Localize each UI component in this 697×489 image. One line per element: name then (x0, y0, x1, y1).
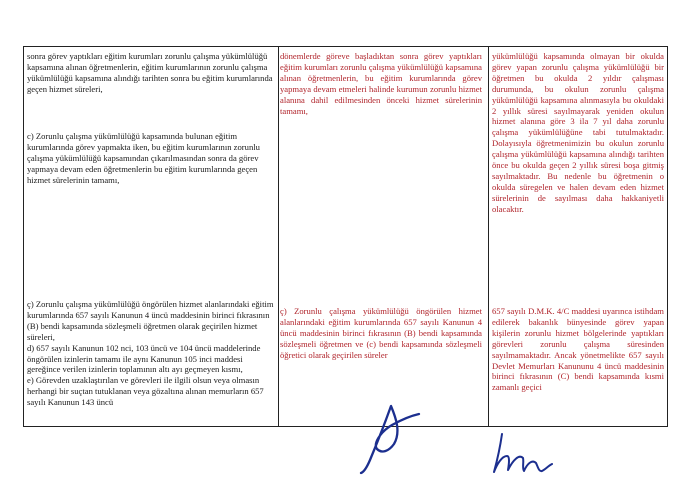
handwritten-signature (355, 400, 437, 480)
column-1-paragraph: c) Zorunlu çalışma yükümlülüğü kapsamında bulunan eğitim kurumlarında görev yapmakta iken, bu eğitim kurumlarının zorunlu çalışma yükümlülüğü kapsamından çıkarılmasından sonra da görev yapmaya devam eden öğretmenlerin bu eğitim kurumlarında geçen hizmet sürelerinin tamamı, (27, 131, 260, 185)
column-1-paragraph: ç) Zorunlu çalışma yükümlülüğü öngörülen hizmet alanlarındaki eğitim kurumlarında 657 sayılı Kanunun 4 üncü maddesinin birinci fıkrasının (B) bendi kapsamında sözleşmeli öğretmen olarak geçirilen hizmet süreleri, (27, 299, 274, 342)
handwritten-signature (488, 428, 560, 484)
column-2-paragraph: dönemlerde göreve başladıktan sonra görev yaptıkları eğitim kurumları zorunlu çalışma yükümlülüğü kapsamına alınan öğretmenlerin, bu eğitim kurumlarında görev yapmaya devam etmeleri halinde kurumun zorunlu hizmet alanına dahil edilmesinden önceki hizmet sürelerinin tamamı, (280, 51, 482, 116)
column-1-paragraph: d) 657 sayılı Kanunun 102 nci, 103 üncü ve 104 üncü maddelerinde öngörülen izinlerin tamamı ile aynı Kanunun 105 inci maddesi gereğince verilen izinlerin toplamının altı ayı geçmeyen kısmı, (27, 342, 261, 375)
column-3-paragraph: yükümlülüğü kapsamında olmayan bir okulda görev yapan zorunlu çalışma yükümlülüğü bir öğretmen bu okulda 2 yıldır çalışması durumunda, bu okulun zorunlu çalışma yükümlülüğü kapsamına alınmasıyla bu okuldaki 2 yıllık süresi sayılmayarak yeniden okulun hizmet alanına göre 3 ila 7 yıl daha zorunlu çalışma yükümlülüğüne tabi tutulmaktadır. Dolayısıyla öğretmenimizin bu okulun zorunlu çalışma yükümlülüğü kapsamına alındığı tarihten önce bu okulda geçen 2 yıllık süresi boşa gitmiş sayılmaktadır. Bu nedenle bu öğretmenin o okulda süregelen ve halen devam eden hizmet sürelerinin de sayılması daha hakkaniyetli olacaktır. (492, 51, 664, 214)
column-1-paragraph: sonra görev yaptıkları eğitim kurumları zorunlu çalışma yükümlülüğü kapsamına alınan öğretmenlerin, eğitim kurumlarının zorunlu çalışma yükümlülüğü kapsamına alındığı tarihten sonra bu eğitim kurumlarında geçen hizmet süreleri, (27, 51, 273, 94)
column-2-paragraph: ç) Zorunlu çalışma yükümlülüğü öngörülen hizmet alanlarındaki eğitim kurumlarında 657 sayılı Kanunun 4 üncü maddesinin birinci fıkrasının (B) bendi kapsamında sözleşmeli öğretmen ve (c) bendi kapsamında sözleşmeli öğretici olarak geçirilen süreler (280, 306, 482, 360)
column-divider (488, 47, 489, 426)
column-1-paragraph: e) Görevden uzaklaştırılan ve görevleri ile ilgili olsun veya olmasın herhangi bir suçtan tutuklanan veya gözaltına alınan memurların 657 sayılı Kanunun 143 üncü (27, 375, 264, 408)
column-divider (278, 47, 279, 426)
column-3-paragraph: 657 sayılı D.M.K. 4/C maddesi uyarınca istihdam edilerek bakanlık bünyesinde görev yapan kişilerin zorunlu hizmet bölgelerinde yaptıkları görevleri zorunlu çalışma süresinden sayılmamaktadır. Ancak yönetmelikte 657 sayılı Devlet Memurları Kanununu 4 üncü maddesinin birinci fıkrasının (C) bendi kapsamında kısmi zamanlı geçici (492, 306, 664, 393)
column-1-paragraph-group (27, 299, 274, 408)
